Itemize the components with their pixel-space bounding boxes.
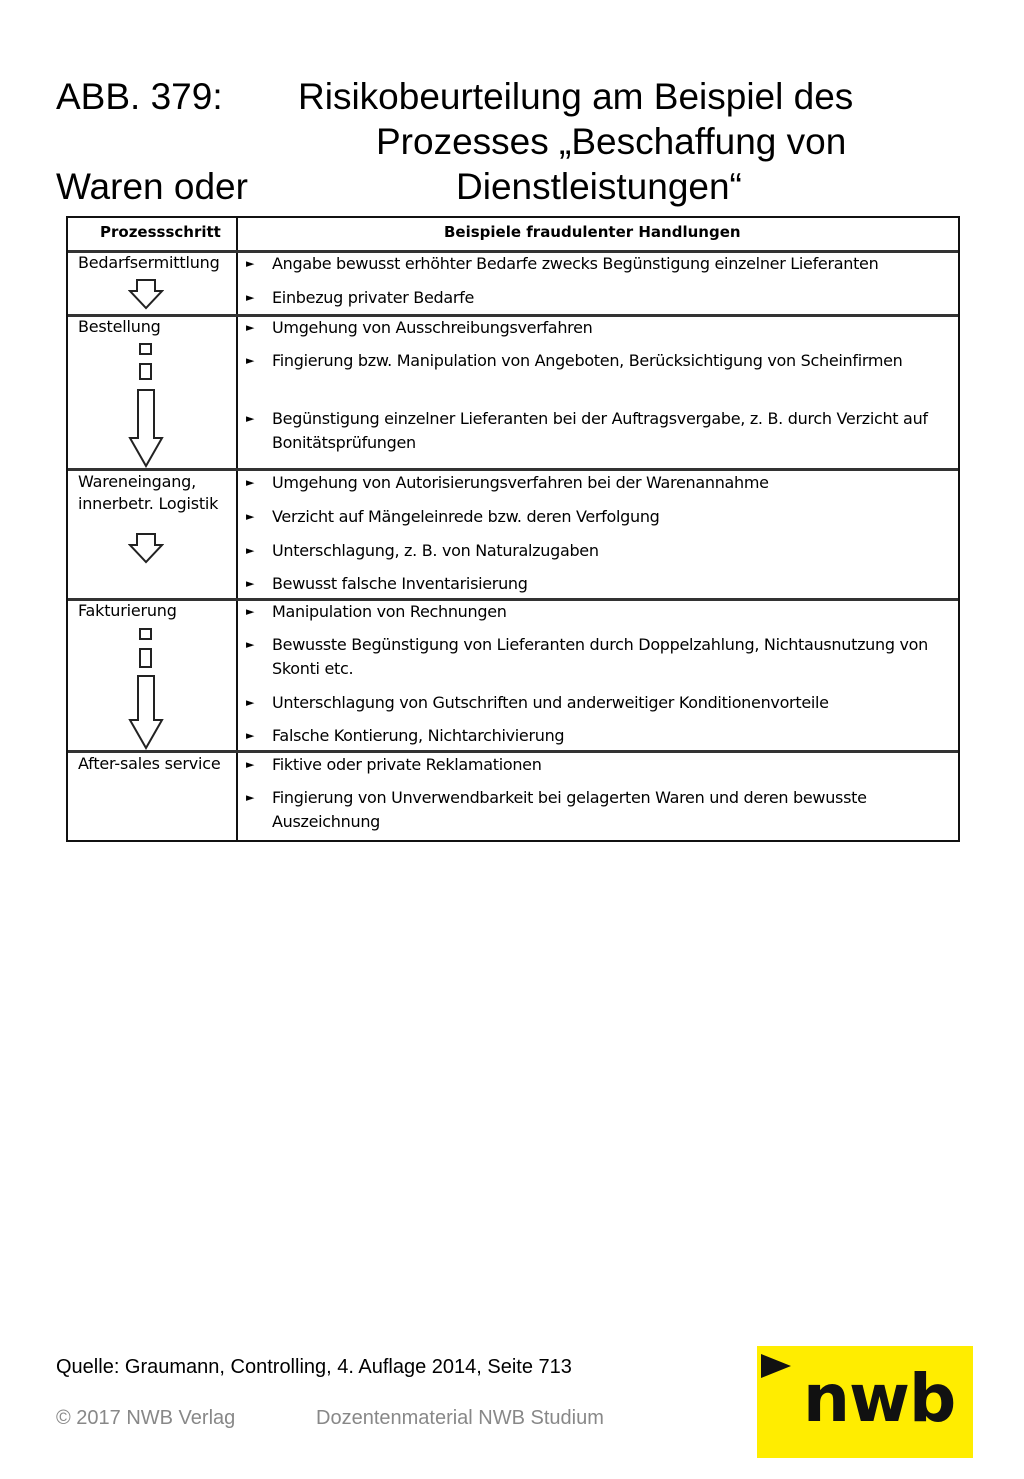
material-note: Dozentenmaterial NWB Studium [316,1407,604,1429]
bullet-icon: ► [246,510,255,523]
bullet-icon: ► [246,729,255,742]
header-step: Prozessschritt [100,223,221,241]
list-item: ► Unterschlagung von Gutschriften und anderweitiger Konditionenvorteile [246,691,946,715]
step-after-sales: After-sales service [78,754,221,773]
step-bestellung: Bestellung [78,317,161,336]
list-item: ► Falsche Kontierung, Nichtarchivierung [246,724,946,748]
copyright: © 2017 NWB Verlag [56,1407,236,1429]
column-divider [236,218,238,840]
figure-title-line2: Prozesses „Beschaffung von [376,121,847,162]
header-examples: Beispiele fraudulenter Handlungen [444,223,741,241]
list-item: ► Umgehung von Autorisierungsverfahren bei der Warenannahme [246,471,946,495]
down-arrow-icon [128,674,164,750]
flow-box-icon [139,363,152,380]
list-item: ► Begünstigung einzelner Lieferanten bei der Auftragsvergabe, z. B. durch Verzicht auf Bonitätsprüfungen [246,409,928,452]
step-fakturierung: Fakturierung [78,601,177,620]
list-item: ► Manipulation von Rechnungen [246,600,946,624]
list-item: ► Fingierung bzw. Manipulation von Angeboten, Berücksichtigung von Scheinfirmen [246,349,946,373]
bullet-icon: ► [246,605,255,618]
list-item: ► Fiktive oder private Reklamationen [246,753,946,777]
step-wareneingang: Wareneingang, innerbetr. Logistik [78,472,219,513]
source-citation: Quelle: Graumann, Controlling, 4. Auflage 2014, Seite 713 [56,1356,572,1378]
logo-text: nwb [803,1360,956,1437]
nwb-logo [757,1346,973,1458]
list-item: ► Bewusst falsche Inventarisierung [246,572,946,596]
bullet-icon: ► [246,412,255,425]
figure-title-line3-right: Dienstleistungen“ [456,166,742,207]
bullet-icon: ► [246,791,255,804]
logo-arrow-icon [759,1352,793,1380]
list-item: ► Fingierung von Unverwendbarkeit bei gelagerten Waren und deren bewusste Auszeichnung [246,788,867,831]
list-item: ► Unterschlagung, z. B. von Naturalzugaben [246,539,946,563]
flow-box-icon [139,648,152,668]
bullet-icon: ► [246,577,255,590]
list-item: ► Umgehung von Ausschreibungsverfahren [246,316,946,340]
bullet-icon: ► [246,257,255,270]
down-arrow-icon [128,532,164,564]
process-table [66,216,960,842]
flow-box-icon [139,628,152,640]
bullet-icon: ► [246,638,255,651]
flow-box-icon [139,343,152,355]
list-item: ► Angabe bewusst erhöhter Bedarfe zwecks Begünstigung einzelner Lieferanten [246,252,946,276]
bullet-icon: ► [246,321,255,334]
figure-title-line3-left: Waren oder [56,166,248,207]
step-bedarfsermittlung: Bedarfsermittlung [78,253,220,272]
down-arrow-icon [128,388,164,468]
bullet-icon: ► [246,544,255,557]
bullet-icon: ► [246,476,255,489]
bullet-icon: ► [246,758,255,771]
list-item: ► Einbezug privater Bedarfe [246,286,946,310]
bullet-icon: ► [246,354,255,367]
list-item: ► Verzicht auf Mängeleinrede bzw. deren Verfolgung [246,505,946,529]
bullet-icon: ► [246,291,255,304]
down-arrow-icon [128,278,164,310]
figure-title-line1: Risikobeurteilung am Beispiel des [298,76,854,117]
figure-label: ABB. 379: [56,76,223,117]
list-item: ► Bewusste Begünstigung von Lieferanten durch Doppelzahlung, Nichtausnutzung von Skonti etc. [246,635,928,678]
bullet-icon: ► [246,696,255,709]
